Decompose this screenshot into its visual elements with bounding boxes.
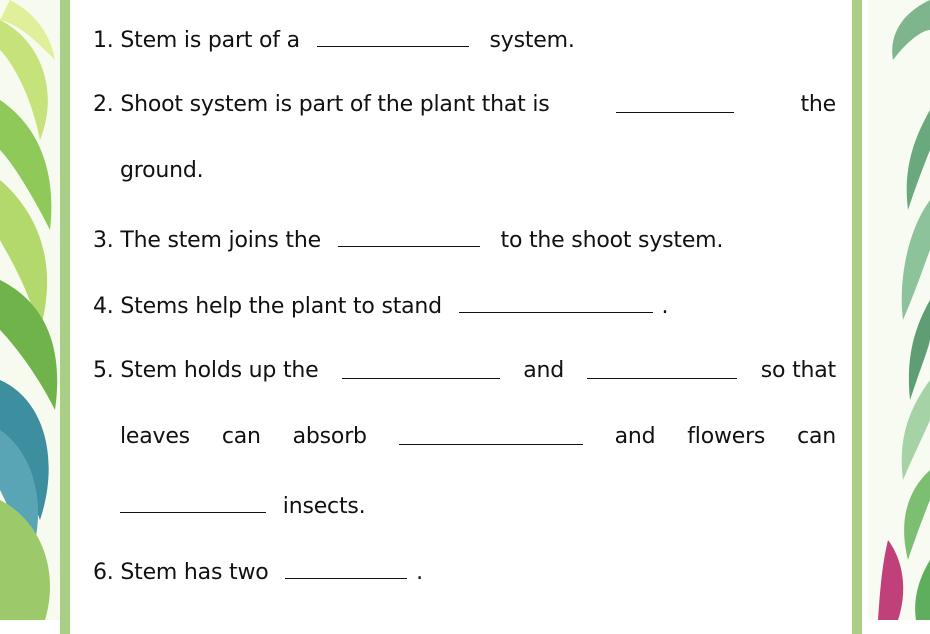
question-text: and [614, 424, 656, 449]
answer-blank[interactable] [459, 292, 653, 313]
question-text: flowers [687, 424, 766, 449]
answer-blank[interactable] [285, 558, 407, 579]
question-text: so that [760, 358, 836, 383]
question-5-end [120, 492, 365, 519]
question-text: can [221, 424, 261, 449]
question-3 [93, 226, 723, 253]
question-text: and [523, 358, 565, 383]
question-text: to the shoot system. [500, 228, 724, 253]
question-text: 3. The stem joins the [93, 228, 321, 253]
answer-blank[interactable] [616, 92, 734, 113]
question-text: absorb [292, 424, 367, 449]
question-text: can [797, 424, 836, 449]
question-text: 6. Stem has two [93, 560, 269, 585]
answer-blank[interactable] [338, 226, 480, 247]
question-text: 1. Stem is part of a [93, 28, 300, 53]
question-2-continued [120, 158, 203, 183]
question-4 [93, 292, 668, 319]
question-1 [93, 26, 575, 53]
answer-blank[interactable] [317, 26, 469, 47]
question-text: leaves [120, 424, 190, 449]
question-2 [93, 92, 836, 117]
question-text: system. [489, 28, 575, 53]
question-text: the [800, 92, 836, 117]
question-text: 2. Shoot system is part of the plant that is [93, 92, 550, 117]
question-text: 4. Stems help the plant to stand [93, 294, 442, 319]
question-text: insects. [282, 494, 366, 519]
question-text: ground. [120, 158, 204, 183]
answer-blank[interactable] [587, 358, 737, 379]
question-text: . [416, 560, 423, 585]
right-leaf-border [868, 0, 930, 620]
answer-blank[interactable] [399, 424, 583, 445]
question-text: . [661, 294, 669, 319]
question-5 [93, 358, 836, 383]
question-5-continued [120, 424, 836, 449]
question-6 [93, 558, 423, 585]
question-text: 5. Stem holds up the [93, 358, 319, 383]
answer-blank[interactable] [342, 358, 500, 379]
answer-blank[interactable] [120, 492, 266, 513]
